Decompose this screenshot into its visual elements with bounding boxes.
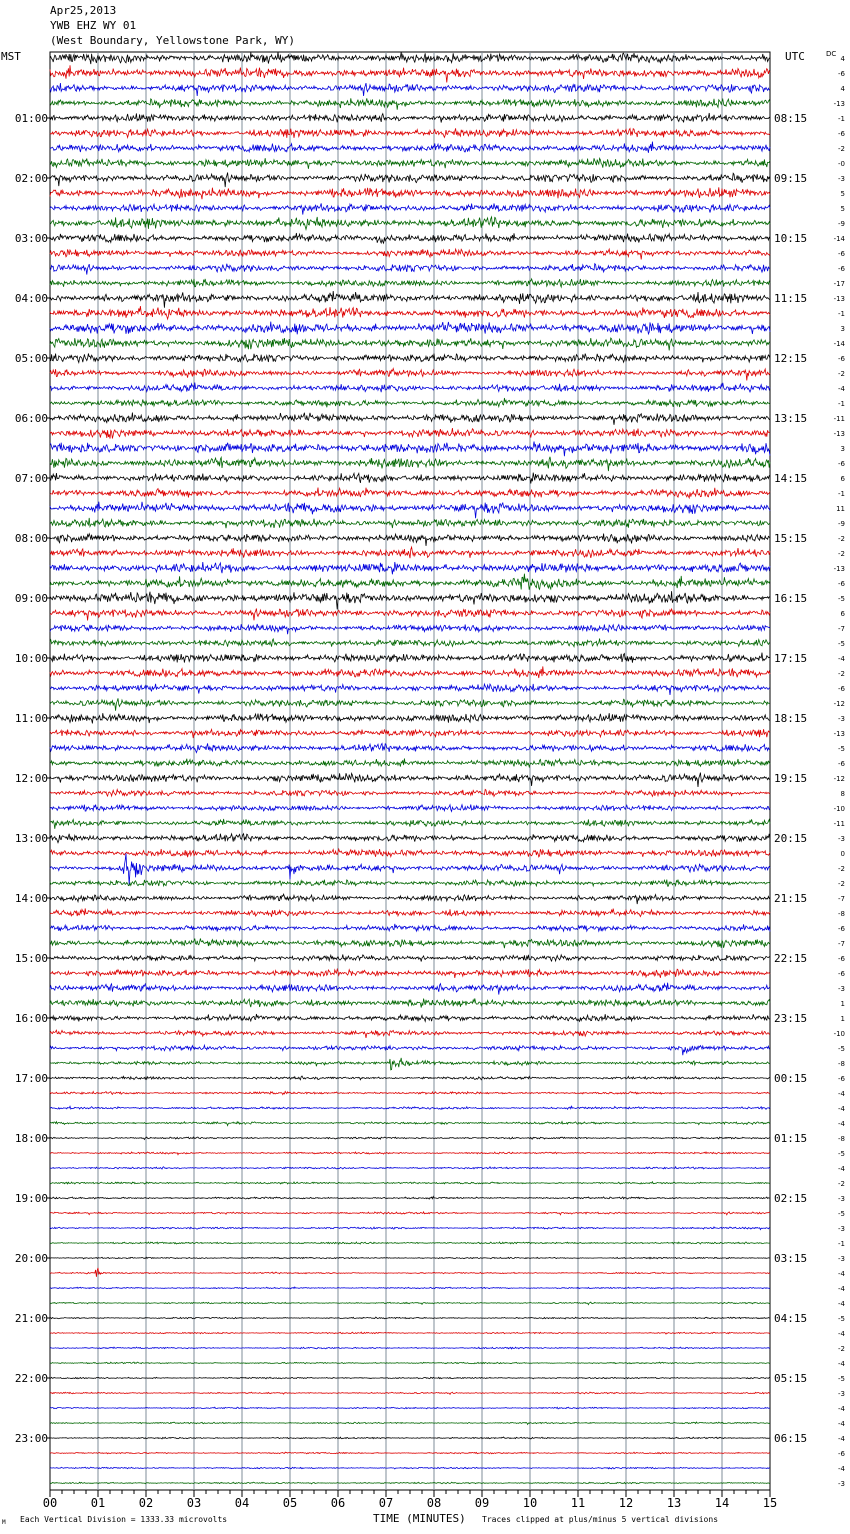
dc-offset-label: -2	[838, 1180, 845, 1188]
dc-offset-label: -5	[838, 1210, 845, 1218]
x-tick-label: 03	[186, 1496, 202, 1510]
dc-offset-label: -7	[838, 940, 845, 948]
dc-offset-label: 3	[840, 445, 845, 453]
trace-line	[50, 624, 770, 634]
dc-offset-label: -2	[838, 550, 845, 558]
dc-offset-label: -14	[833, 340, 845, 348]
left-hour-label: 05:00	[14, 352, 48, 365]
right-hour-label: 01:15	[774, 1132, 808, 1145]
x-tick-label: 09	[474, 1496, 490, 1510]
dc-offset-label: -11	[833, 415, 845, 423]
trace-line	[50, 1467, 770, 1469]
x-tick-label: 02	[138, 1496, 154, 1510]
dc-offset-label: -4	[838, 1420, 845, 1428]
trace-line	[50, 1212, 770, 1215]
dc-offset-label: -5	[838, 595, 845, 603]
dc-offset-label: 11	[836, 505, 845, 513]
trace-line	[50, 52, 770, 64]
trace-line	[50, 413, 770, 425]
left-hour-label: 21:00	[14, 1312, 48, 1325]
trace-line	[50, 924, 770, 932]
trace-line	[50, 653, 770, 663]
header-date: Apr25,2013	[50, 4, 117, 17]
dc-offset-label: -4	[838, 1285, 845, 1293]
dc-offset-label: -3	[838, 985, 845, 993]
trace-line	[50, 834, 770, 843]
dc-offset-label: -5	[838, 1375, 845, 1383]
dc-offset-label: -17	[833, 280, 845, 288]
trace-line	[50, 609, 770, 621]
trace-line	[50, 217, 770, 230]
dc-offset-label: 4	[840, 85, 845, 93]
dc-offset-label: -2	[838, 670, 845, 678]
dc-offset-label: -5	[838, 745, 845, 753]
x-tick-label: 04	[234, 1496, 250, 1510]
dc-offset-label: -5	[838, 1150, 845, 1158]
dc-offset-label: -4	[838, 1165, 845, 1173]
dc-offset-label: -5	[838, 1315, 845, 1323]
trace-line	[50, 773, 770, 787]
trace-line	[50, 518, 770, 528]
left-hour-label: 07:00	[14, 472, 48, 485]
trace-line	[50, 1287, 770, 1289]
dc-offset-label: -8	[838, 1135, 845, 1143]
scale-note: Each Vertical Division = 1333.33 microvolts	[20, 1515, 228, 1524]
trace-line	[50, 264, 770, 275]
trace-line	[50, 574, 770, 590]
dc-offset-label: -6	[838, 970, 845, 978]
trace-line	[50, 698, 770, 710]
x-tick-label: 00	[42, 1496, 58, 1510]
trace-line	[50, 428, 770, 439]
trace-line	[50, 729, 770, 738]
left-hour-label: 13:00	[14, 832, 48, 845]
left-hour-label: 12:00	[14, 772, 48, 785]
dc-offset-label: -8	[838, 1060, 845, 1068]
dc-offset-label: -1	[838, 400, 845, 408]
trace-line	[50, 743, 770, 752]
dc-offset-label: 1	[840, 1000, 845, 1008]
left-hour-label: 17:00	[14, 1072, 48, 1085]
trace-line	[50, 83, 770, 96]
dc-offset-label: -13	[833, 565, 845, 573]
left-hour-label: 20:00	[14, 1252, 48, 1265]
dc-offset-label: -2	[838, 145, 845, 153]
dc-offset-label: -6	[838, 955, 845, 963]
dc-offset-label: -4	[838, 385, 845, 393]
left-hour-label: 23:00	[14, 1432, 48, 1445]
right-hour-label: 08:15	[774, 112, 808, 125]
trace-line	[50, 113, 770, 123]
dc-offset-label: -0	[838, 160, 845, 168]
trace-line	[50, 354, 770, 363]
dc-offset-label: -3	[838, 1195, 845, 1203]
trace-line	[50, 1257, 770, 1259]
dc-offset-label: -4	[838, 1360, 845, 1368]
dc-offset-label: -5	[838, 1045, 845, 1053]
right-hour-label: 17:15	[774, 652, 808, 665]
dc-offset-label: 4	[840, 55, 845, 63]
trace-line	[50, 1452, 770, 1454]
trace-line	[50, 939, 770, 949]
x-tick-label: 15	[762, 1496, 778, 1510]
trace-line	[50, 1407, 770, 1409]
trace-line	[50, 306, 770, 319]
trace-line	[50, 999, 770, 1008]
trace-line	[50, 684, 770, 695]
clip-note: Traces clipped at plus/minus 5 vertical divisions	[482, 1515, 719, 1524]
trace-line	[50, 983, 770, 995]
left-hour-label: 10:00	[14, 652, 48, 665]
dc-offset-label: -10	[833, 805, 845, 813]
dc-offset-label: -2	[838, 880, 845, 888]
right-hour-label: 05:15	[774, 1372, 808, 1385]
trace-line	[50, 233, 770, 243]
trace-line	[50, 291, 770, 308]
trace-line	[50, 969, 770, 978]
x-tick-label: 11	[570, 1496, 586, 1510]
dc-offset-label: -2	[838, 865, 845, 873]
right-hour-label: 02:15	[774, 1192, 808, 1205]
trace-line	[50, 1268, 770, 1277]
trace-line	[50, 1137, 770, 1140]
trace-line	[50, 98, 770, 109]
dc-offset-label: -3	[838, 175, 845, 183]
dc-offset-label: -13	[833, 100, 845, 108]
dc-offset-label: -4	[838, 1435, 845, 1443]
trace-line	[50, 1302, 770, 1305]
right-hour-label: 23:15	[774, 1012, 808, 1025]
trace-line	[50, 955, 770, 962]
dc-offset-label: -6	[838, 925, 845, 933]
left-hour-label: 14:00	[14, 892, 48, 905]
dc-offset-label: -2	[838, 1345, 845, 1353]
dc-offset-label: -4	[838, 655, 845, 663]
dc-offset-label: -6	[838, 70, 845, 78]
dc-offset-label: -4	[838, 1300, 845, 1308]
trace-line	[50, 173, 770, 188]
dc-offset-label: -1	[838, 490, 845, 498]
right-hour-label: 04:15	[774, 1312, 808, 1325]
x-tick-label: 13	[666, 1496, 682, 1510]
dc-offset-label: 6	[840, 475, 845, 483]
dc-offset-label: -6	[838, 265, 845, 273]
right-timezone-label: UTC	[785, 50, 805, 63]
trace-line	[50, 1091, 770, 1094]
trace-line	[50, 713, 770, 723]
dc-offset-label: -4	[838, 1105, 845, 1113]
right-hour-label: 19:15	[774, 772, 808, 785]
trace-line	[50, 249, 770, 259]
trace-line	[50, 853, 770, 885]
left-hour-label: 22:00	[14, 1372, 48, 1385]
right-hour-label: 18:15	[774, 712, 808, 725]
dc-offset-label: 3	[840, 325, 845, 333]
trace-line	[50, 187, 770, 199]
dc-offset-label: -6	[838, 460, 845, 468]
trace-line	[50, 849, 770, 857]
trace-line	[50, 1422, 770, 1424]
right-hour-label: 12:15	[774, 352, 808, 365]
right-hour-label: 03:15	[774, 1252, 808, 1265]
trace-line	[50, 128, 770, 138]
dc-offset-label: 8	[840, 790, 845, 798]
x-tick-label: 07	[378, 1496, 394, 1510]
dc-offset-label: -1	[838, 310, 845, 318]
left-hour-label: 03:00	[14, 232, 48, 245]
right-hour-label: 14:15	[774, 472, 808, 485]
left-hour-label: 19:00	[14, 1192, 48, 1205]
right-hour-label: 16:15	[774, 592, 808, 605]
dc-offset-label: 6	[840, 610, 845, 618]
left-hour-label: 18:00	[14, 1132, 48, 1145]
trace-line	[50, 1482, 770, 1484]
trace-line	[50, 488, 770, 498]
trace-line	[50, 1076, 770, 1080]
left-hour-label: 08:00	[14, 532, 48, 545]
x-tick-label: 05	[282, 1496, 298, 1510]
dc-offset-label: 5	[840, 205, 845, 213]
trace-line	[50, 1197, 770, 1200]
dc-offset-label: -12	[833, 700, 845, 708]
dc-offset-label: -3	[838, 1480, 845, 1488]
dc-offset-label: -1	[838, 1240, 845, 1248]
corner-mark: M	[2, 1519, 6, 1526]
trace-line	[50, 1347, 770, 1349]
left-hour-label: 15:00	[14, 952, 48, 965]
trace-line	[50, 1167, 770, 1169]
dc-offset-label: -10	[833, 1030, 845, 1038]
dc-offset-label: -7	[838, 895, 845, 903]
dc-offset-label: -6	[838, 685, 845, 693]
trace-line	[50, 1152, 770, 1155]
trace-line	[50, 1106, 770, 1109]
dc-offset-label: -9	[838, 520, 845, 528]
trace-line	[50, 338, 770, 351]
trace-line	[50, 1030, 770, 1038]
trace-line	[50, 473, 770, 484]
dc-offset-label: -4	[838, 1270, 845, 1278]
trace-line	[50, 805, 770, 812]
trace-line	[50, 1045, 770, 1055]
right-hour-label: 06:15	[774, 1432, 808, 1445]
dc-offset-label: -4	[838, 1405, 845, 1413]
trace-line	[50, 203, 770, 214]
right-hour-label: 00:15	[774, 1072, 808, 1085]
left-hour-label: 16:00	[14, 1012, 48, 1025]
x-tick-label: 12	[618, 1496, 634, 1510]
dc-offset-label: -3	[838, 1255, 845, 1263]
dc-offset-label: -8	[838, 910, 845, 918]
trace-line	[50, 591, 770, 609]
dc-offset-label: -7	[838, 625, 845, 633]
dc-offset-label: -2	[838, 370, 845, 378]
trace-line	[50, 442, 770, 457]
trace-line	[50, 666, 770, 678]
right-hour-label: 20:15	[774, 832, 808, 845]
trace-line	[50, 789, 770, 796]
trace-line	[50, 1058, 770, 1070]
dc-offset-label: -6	[838, 1075, 845, 1083]
left-hour-label: 06:00	[14, 412, 48, 425]
dc-offset-label: -1	[838, 115, 845, 123]
dc-offset-label: 5	[840, 190, 845, 198]
trace-line	[50, 880, 770, 887]
dc-offset-label: -14	[833, 235, 845, 243]
dc-offset-label: -6	[838, 130, 845, 138]
trace-line	[50, 1182, 770, 1184]
dc-offset-label: -13	[833, 430, 845, 438]
trace-line	[50, 759, 770, 767]
right-hour-label: 11:15	[774, 292, 808, 305]
x-tick-label: 01	[90, 1496, 106, 1510]
trace-line	[50, 819, 770, 829]
dc-offset-label: -4	[838, 1465, 845, 1473]
trace-line	[50, 322, 770, 335]
dc-offset-label: -11	[833, 820, 845, 828]
trace-line	[50, 534, 770, 546]
trace-line	[50, 1392, 770, 1394]
trace-line	[50, 562, 770, 574]
dc-offset-label: -6	[838, 760, 845, 768]
dc-offset-label: -6	[838, 1450, 845, 1458]
trace-line	[50, 1227, 770, 1230]
dc-offset-label: -4	[838, 1120, 845, 1128]
left-hour-label: 02:00	[14, 172, 48, 185]
x-tick-label: 08	[426, 1496, 442, 1510]
right-hour-label: 22:15	[774, 952, 808, 965]
dc-offset-label: -12	[833, 775, 845, 783]
dc-offset-label: -3	[838, 715, 845, 723]
x-tick-label: 06	[330, 1496, 346, 1510]
dc-offset-label: -4	[838, 1090, 845, 1098]
dc-offset-label: -13	[833, 730, 845, 738]
trace-line	[50, 639, 770, 647]
trace-line	[50, 894, 770, 904]
trace-line	[50, 279, 770, 287]
right-hour-label: 13:15	[774, 412, 808, 425]
trace-line	[50, 1242, 770, 1244]
left-timezone-label: MST	[1, 50, 21, 63]
dc-offset-label: 0	[840, 850, 845, 858]
left-hour-label: 11:00	[14, 712, 48, 725]
dc-offset-label: -6	[838, 250, 845, 258]
trace-line	[50, 908, 770, 916]
x-axis-title: TIME (MINUTES)	[373, 1512, 466, 1525]
right-hour-label: 09:15	[774, 172, 808, 185]
dc-offset-label: 1	[840, 1015, 845, 1023]
trace-line	[50, 1437, 770, 1439]
dc-offset-label: -5	[838, 640, 845, 648]
dc-offset-label: -3	[838, 1225, 845, 1233]
header-location: (West Boundary, Yellowstone Park, WY)	[50, 34, 296, 47]
trace-line	[50, 65, 770, 82]
trace-line	[50, 457, 770, 471]
dc-offset-label: -6	[838, 355, 845, 363]
left-hour-label: 01:00	[14, 112, 48, 125]
trace-line	[50, 383, 770, 393]
dc-offset-label: -3	[838, 835, 845, 843]
trace-line	[50, 1317, 770, 1319]
dc-offset-label: -3	[838, 1390, 845, 1398]
dc-column-label: DC	[826, 50, 837, 58]
dc-offset-label: -4	[838, 1330, 845, 1338]
trace-line	[50, 158, 770, 169]
x-tick-label: 14	[714, 1496, 730, 1510]
left-hour-label: 04:00	[14, 292, 48, 305]
seismogram-traces	[50, 52, 770, 1484]
trace-line	[50, 502, 770, 519]
trace-line	[50, 142, 770, 153]
trace-line	[50, 1014, 770, 1021]
dc-offset-label: -13	[833, 295, 845, 303]
trace-line	[50, 1332, 770, 1334]
dc-offset-label: -6	[838, 580, 845, 588]
dc-offset-label: -2	[838, 535, 845, 543]
trace-line	[50, 547, 770, 558]
right-hour-label: 10:15	[774, 232, 808, 245]
trace-line	[50, 1377, 770, 1379]
left-hour-label: 09:00	[14, 592, 48, 605]
x-tick-label: 10	[522, 1496, 538, 1510]
trace-line	[50, 1122, 770, 1126]
header-station: YWB EHZ WY 01	[50, 19, 137, 32]
dc-offset-label: -9	[838, 220, 845, 228]
trace-line	[50, 1362, 770, 1364]
right-hour-label: 15:15	[774, 532, 808, 545]
trace-line	[50, 369, 770, 381]
right-hour-label: 21:15	[774, 892, 808, 905]
trace-line	[50, 398, 770, 407]
